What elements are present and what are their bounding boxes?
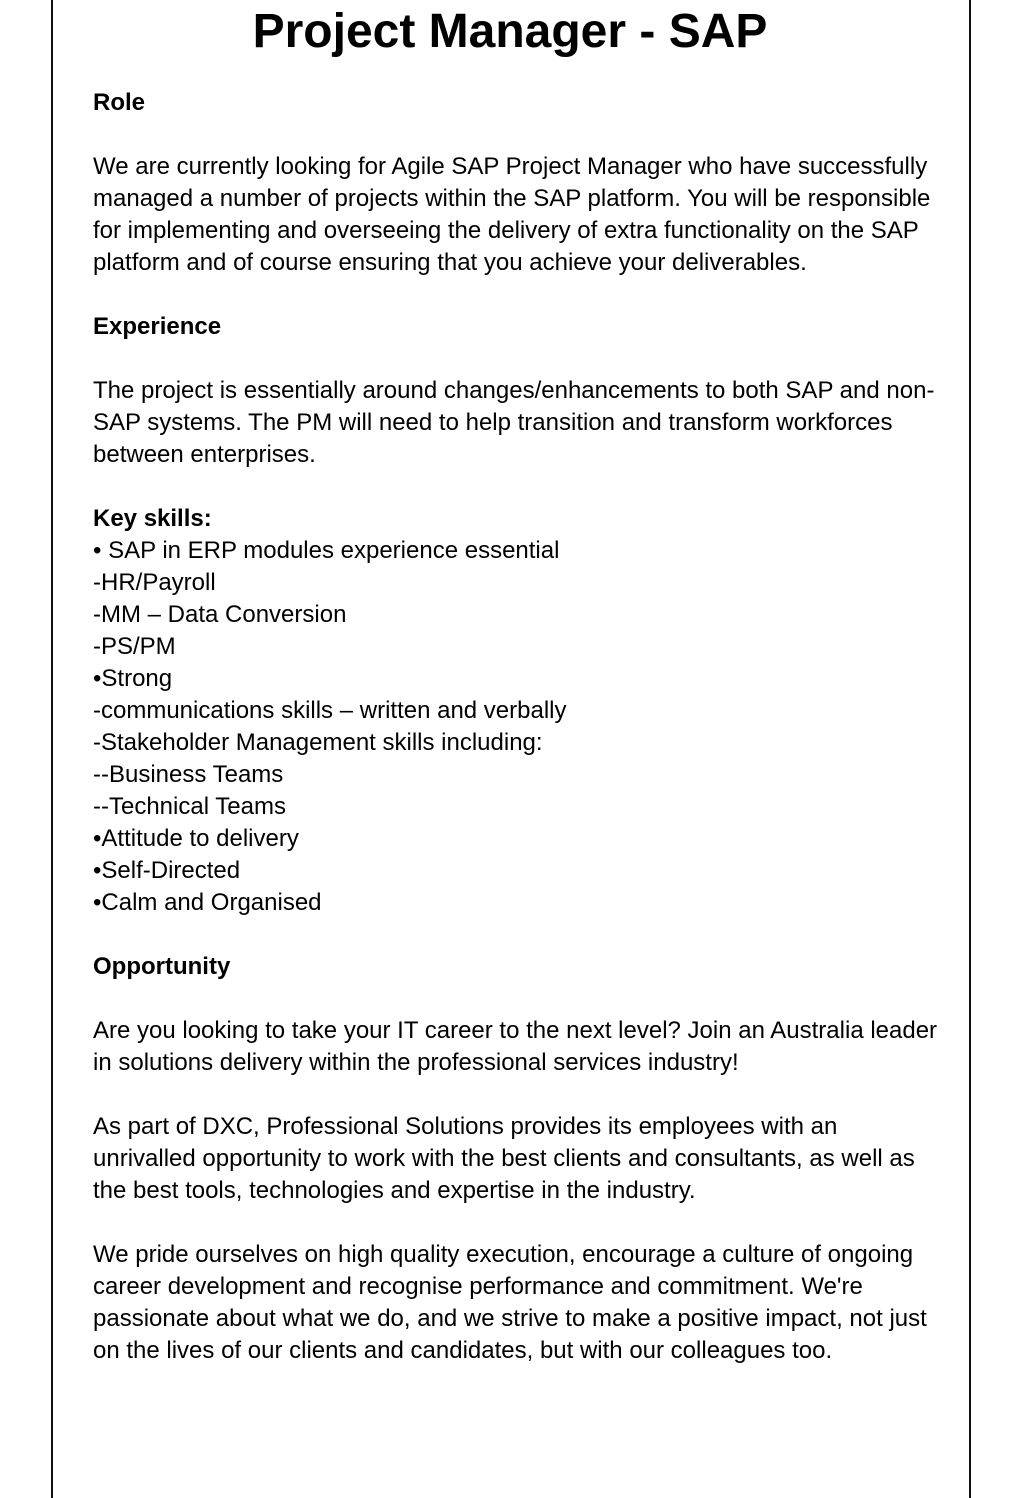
opportunity-paragraph: As part of DXC, Professional Solutions provides its employees with an unrivalled opportunity to work with the best clients and consultants, as well as the best tools, technologies and expertise in the industry. — [93, 1113, 915, 1204]
list-item: •Attitude to delivery — [93, 825, 299, 852]
list-item: -PS/PM — [93, 633, 176, 660]
key-skills-list — [93, 535, 943, 919]
list-item: •Calm and Organised — [93, 889, 322, 916]
experience-heading: Experience — [93, 313, 222, 340]
opportunity-paragraph: Are you looking to take your IT career to the next level? Join an Australia leader in solutions delivery within the professional services industry! — [93, 1017, 938, 1076]
list-item: •Strong — [93, 665, 173, 692]
experience-text: The project is essentially around changes/enhancements to both SAP and non-SAP systems. The PM will need to help transition and transform workforces between enterprises. — [93, 377, 935, 468]
key-skills-heading: Key skills: — [93, 505, 212, 532]
page-title: Project Manager - SAP — [252, 5, 768, 58]
list-item: --Business Teams — [93, 761, 284, 788]
list-item: -MM – Data Conversion — [93, 601, 347, 628]
list-item: -Stakeholder Management skills including: — [93, 729, 543, 756]
list-item: • SAP in ERP modules experience essential — [93, 537, 560, 564]
list-item: --Technical Teams — [93, 793, 286, 820]
list-item: -HR/Payroll — [93, 569, 216, 596]
list-item: •Self-Directed — [93, 857, 241, 884]
role-heading: Role — [93, 89, 146, 116]
role-text: We are currently looking for Agile SAP Project Manager who have successfully managed a number of projects within the SAP platform. You will be responsible for implementing and overseeing the delivery of extra functionality on the SAP platform and of course ensuring that you achieve your deliverables. — [93, 153, 931, 276]
opportunity-heading: Opportunity — [93, 953, 231, 980]
document-body — [93, 87, 943, 1367]
opportunity-paragraph: We pride ourselves on high quality execution, encourage a culture of ongoing career development and recognise performance and commitment. We're passionate about what we do, and we strive to make a positive impact, not just on the lives of our clients and candidates, but with our colleagues too. — [93, 1241, 927, 1364]
list-item: -communications skills – written and verbally — [93, 697, 567, 724]
